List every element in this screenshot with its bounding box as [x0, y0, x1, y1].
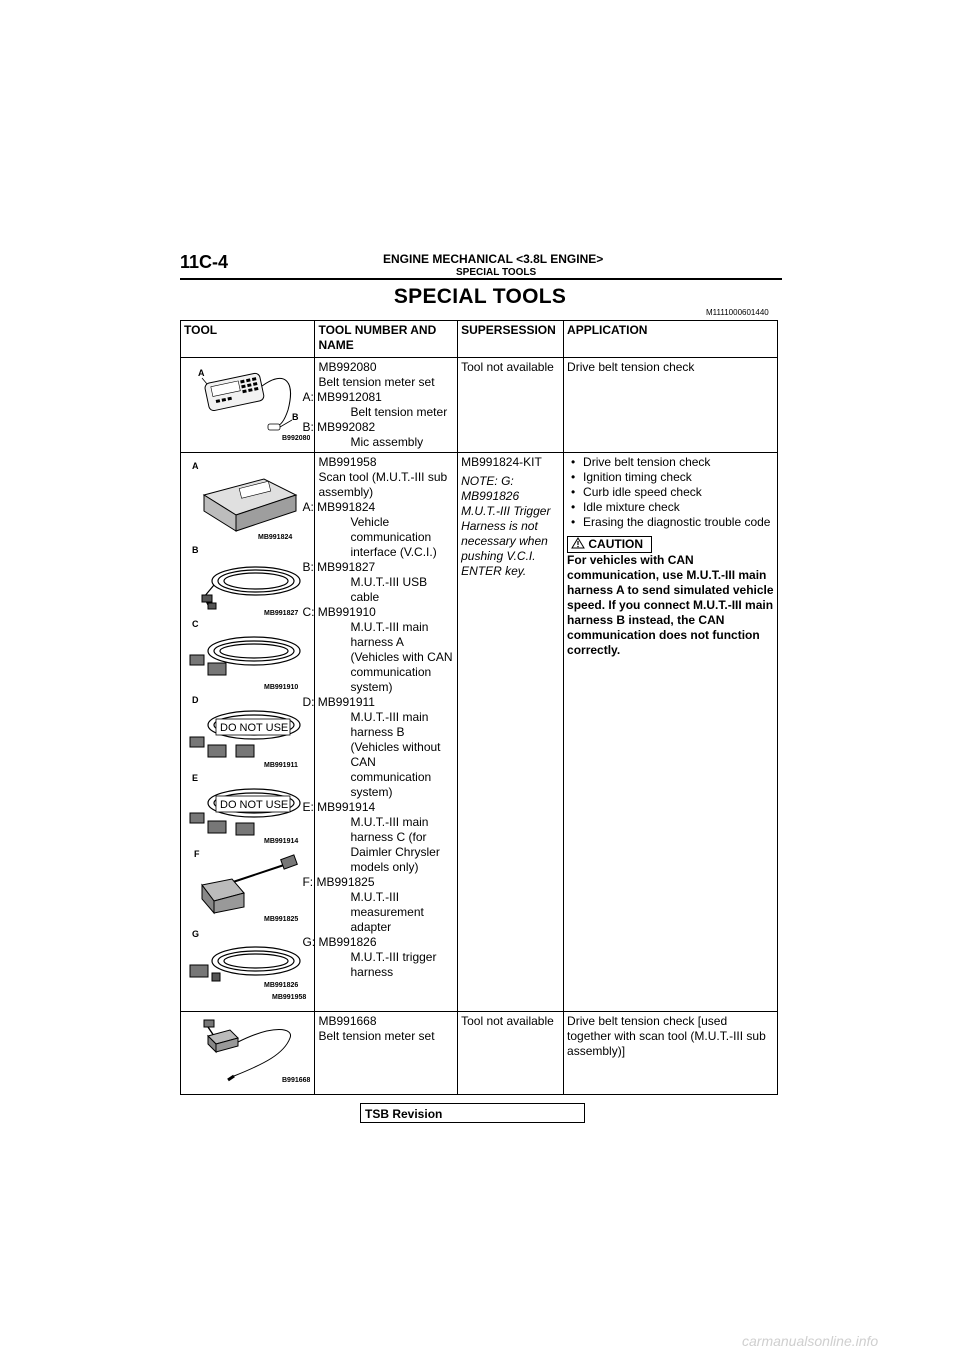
sub-tool-name: M.U.T.-III main harness A (Vehicles with CAN communication system) [350, 620, 453, 694]
belt-tension-meter-set-figure [184, 1014, 310, 1088]
tool-name: Belt tension meter set [318, 375, 435, 389]
list-item: • Erasing the diagnostic trouble code [583, 515, 774, 530]
fig-main-code: MB991958 [272, 994, 307, 1001]
special-tools-table [180, 320, 778, 1095]
application-list [567, 455, 774, 530]
usb-cable [204, 567, 300, 605]
sub-tool-code: B: MB991827 [302, 560, 376, 574]
measurement-adapter [202, 855, 297, 913]
header-tool: TOOL [181, 321, 315, 358]
header-supersession: SUPERSESSION [458, 321, 564, 358]
header-title: ENGINE MECHANICAL <3.8L ENGINE> [383, 252, 604, 266]
sub-tool [302, 875, 454, 935]
fig-code: MB991914 [264, 838, 299, 845]
supersession-value: MB991824-KIT [461, 455, 542, 469]
supersession-cell [458, 453, 564, 1012]
sub-tool-name: Mic assembly [350, 435, 424, 449]
list-item: • Ignition timing check [583, 470, 774, 485]
harness-a [208, 637, 300, 665]
table-row [181, 453, 778, 1012]
sub-tool-code: G: MB991826 [302, 935, 377, 949]
vci-device [204, 479, 296, 531]
sub-tool [302, 390, 454, 420]
sub-tool-name: M.U.T.-III USB cable [350, 575, 428, 604]
header-tool-number: TOOL NUMBER AND NAME [315, 321, 458, 358]
sub-tool-code: B: MB992082 [302, 420, 376, 434]
sub-tool-name: M.U.T.-III main harness C (for Daimler Chrysler models only) [350, 815, 440, 874]
fig-label-b: B [292, 412, 299, 422]
sub-tool-name: Vehicle communication interface (V.C.I.) [350, 515, 437, 559]
fig-label: D [192, 695, 199, 705]
application-cell: Drive belt tension check [used together with scan tool (M.U.T.-III sub assembly)] [564, 1012, 778, 1095]
sub-tool [302, 500, 454, 560]
tool-number-cell [315, 1012, 458, 1095]
header-subtitle: SPECIAL TOOLS [456, 267, 537, 278]
belt-tension-meter-figure [184, 360, 310, 444]
sub-tool [302, 800, 454, 875]
sub-tool [302, 605, 454, 695]
sub-tool-name: Belt tension meter [350, 405, 448, 419]
fig-label: G [192, 929, 200, 939]
tool-number-cell [302, 453, 458, 1012]
do-not-use-label: DO NOT USE [220, 722, 289, 734]
sub-tool-code: C: MB991910 [302, 605, 376, 619]
fig-label: A [192, 461, 199, 471]
sub-tool-code: E: MB991914 [302, 800, 376, 814]
tool-number: MB991668 [318, 1014, 377, 1028]
list-item: • Curb idle speed check [583, 485, 774, 500]
caution-label: CAUTION [588, 537, 644, 551]
do-not-use-label: DO NOT USE [220, 799, 289, 811]
sub-tool-name: M.U.T.-III trigger harness [350, 950, 437, 979]
tool-figure-cell [181, 1012, 315, 1095]
trigger-harness [212, 947, 300, 975]
fig-label: E [192, 773, 199, 783]
supersession-cell: Tool not available [458, 1012, 564, 1095]
table-row [181, 358, 778, 453]
fig-code: B991668 [282, 1077, 310, 1084]
reference-code: M1111000601440 [706, 308, 769, 317]
tool-number-cell [302, 358, 458, 453]
supersession-note: NOTE: G: MB991826 M.U.T.-III Trigger Harness is not necessary when pushing V.C.I. ENTER key. [461, 474, 551, 578]
fig-label: F [194, 849, 200, 859]
supersession-cell: Tool not available [458, 358, 564, 453]
tool-name: Belt tension meter set [318, 1029, 435, 1043]
header-rule [180, 278, 782, 280]
fig-code: MB991827 [264, 610, 299, 617]
sub-tool-name: M.U.T.-III main harness B (Vehicles without CAN communication system) [350, 710, 441, 799]
fig-code: MB991825 [264, 916, 299, 923]
footer-watermark: carmanualsonline.info [742, 1333, 879, 1349]
fig-code: B992080 [282, 435, 310, 442]
table-header-row [181, 321, 778, 358]
sub-tool-code: F: MB991825 [302, 875, 375, 889]
tool-figure-cell [181, 358, 315, 453]
scan-tool-figure [184, 455, 310, 1005]
fig-label-a: A [198, 368, 205, 378]
table-row [181, 1012, 778, 1095]
sub-tool-code: D: MB991911 [302, 695, 375, 709]
sub-tool [302, 935, 454, 980]
caution-text: For vehicles with CAN communication, use M.U.T.-III main harness A to send simulated vehicle speed. If you connect M.U.T.-III main harness B instead, the CAN communication does not function correctly. [567, 553, 774, 657]
fig-label: B [192, 545, 199, 555]
tool-number: MB992080 [318, 360, 377, 374]
tool-name: Scan tool (M.U.T.-III sub assembly) [318, 470, 448, 499]
fig-code: MB991824 [258, 534, 293, 541]
fig-code: MB991910 [264, 684, 299, 691]
application-cell: Drive belt tension check [564, 358, 778, 453]
sub-tool-code: A: MB9912081 [302, 390, 382, 404]
sub-tool [302, 695, 454, 800]
fig-label: C [192, 619, 199, 629]
sub-tool [302, 420, 454, 450]
warning-triangle-icon [571, 537, 585, 549]
list-item: • Drive belt tension check [583, 455, 774, 470]
header-application: APPLICATION [564, 321, 778, 358]
list-item: • Idle mixture check [583, 500, 774, 515]
sub-tool-name: M.U.T.-III measurement adapter [350, 890, 424, 934]
tool-figure-cell [181, 453, 315, 1012]
sub-tool [302, 560, 454, 605]
application-cell [564, 453, 778, 1012]
fig-code: MB991911 [264, 762, 298, 769]
tool-number: MB991958 [318, 455, 377, 469]
fig-code: MB991826 [264, 982, 299, 989]
sub-tool-code: A: MB991824 [302, 500, 376, 514]
caution-badge [567, 536, 652, 553]
page-title: SPECIAL TOOLS [393, 285, 567, 308]
section-number: 11C-4 [180, 252, 229, 272]
tsb-revision-box: TSB Revision [360, 1103, 585, 1123]
